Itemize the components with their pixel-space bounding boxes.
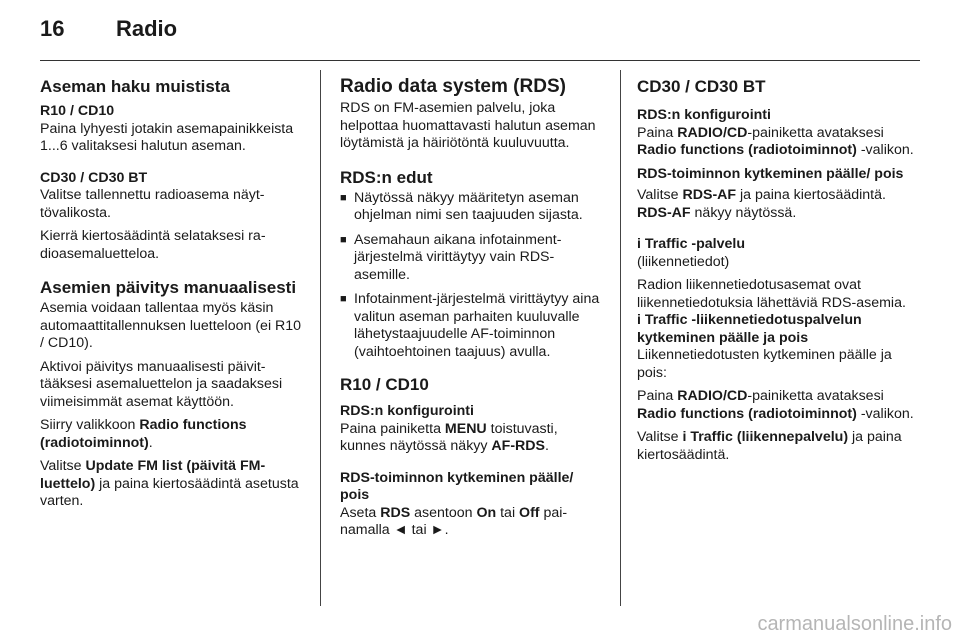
paragraph-select-update: Valitse Update FM list (päivitä FM-luettelo) ja paina kiertosäädintä asetusta varten. (40, 458, 299, 509)
subheading-rds-toggle: RDS-toiminnon kytkeminen päälle/ pois (637, 165, 904, 182)
subheading-cd30: CD30 / CD30 BT (40, 169, 148, 186)
paragraph-traffic-select: Valitse i Traffic (liikennepalvelu) ja paina kiertosäädintä. (637, 429, 902, 463)
paragraph-update-1: Asemia voidaan tallentaa myös käsin automaattitallennuksen luetteloon (ei R10 / CD10). (40, 300, 302, 351)
column-2 (340, 76, 604, 546)
heading-memory-search: Aseman haku muistista (40, 77, 230, 96)
subheading-traffic-toggle: i Traffic -liikennetiedotuspalvelun kytkeminen päälle ja pois (637, 312, 862, 346)
paragraph-rds-config: Paina painiketta MENU toistuvasti, kunnes näytössä näkyy AF-RDS. (340, 420, 558, 454)
paragraph-rds-config: Paina RADIO/CD-painiketta avataksesi Radio functions (radiotoiminnot) -valikon. (637, 124, 914, 158)
page-header (40, 16, 920, 46)
paragraph-rds-intro: RDS on FM-asemien palvelu, joka helpottaa huomattavasti halutun aseman löytämistä ja häiriötöntä kuuluvuutta. (340, 100, 596, 151)
heading-cd30-bt: CD30 / CD30 BT (637, 77, 766, 96)
paragraph-traffic-menu: Paina RADIO/CD-painiketta avataksesi Radio functions (radiotoiminnot) -valikon. (637, 388, 914, 422)
subheading-rds-toggle: RDS-toiminnon kytkeminen päälle/ pois (340, 469, 574, 503)
list-item: ■ Asemahaun aikana infotainment-järjestelmä virittäytyy vain RDS-asemille. (340, 232, 604, 285)
paragraph-rds-toggle: Aseta RDS asentoon On tai Off painamalla ◄ tai ►. (340, 504, 568, 538)
subheading-rds-config: RDS:n konfigurointi (637, 107, 771, 123)
watermark: carmanualsonline.info (757, 613, 952, 635)
heading-rds: Radio data system (RDS) (340, 76, 566, 97)
column-divider-1 (320, 70, 321, 606)
paragraph-traffic-sub: (liikennetiedot) (637, 253, 730, 270)
heading-r10-cd10: R10 / CD10 (340, 375, 429, 394)
paragraph-goto-menu: Siirry valikkoon Radio functions (radiotoiminnot). (40, 417, 247, 451)
column-1 (40, 76, 308, 517)
list-item: ■ Näytössä näkyy määritetyn aseman ohjelman nimi sen taajuuden sijasta. (340, 190, 604, 225)
button-ref-menu: MENU (444, 420, 487, 437)
list-item: ■ Infotainment-järjestelmä virittäytyy aina valitun aseman parhaiten kuuluvalle lähetystaajuudelle AF-toiminnon (vaihtoehtoinen taajuus) avulla. (340, 291, 604, 361)
paragraph-cd30-2: Kierrä kiertosäädintä selataksesi radioasemaluetteloa. (40, 228, 266, 262)
paragraph-rds-toggle: Valitse RDS-AF ja paina kiertosäädintä. RDS-AF näkyy näytössä. (637, 187, 886, 221)
page-number: 16 (40, 16, 65, 41)
paragraph-traffic-toggle: Liikennetiedotusten kytkeminen päälle ja pois: (637, 347, 892, 381)
subheading-rds-config: RDS:n konfigurointi (340, 403, 474, 419)
paragraph-update-2: Aktivoi päivitys manuaalisesti päivittääksesi asemaluettelon ja saadaksesi viimeisimmät asemat käyttöön. (40, 358, 283, 410)
menu-ref-update-fm-list: Update FM list (päivitä FM-luettelo) (40, 458, 266, 492)
paragraph-traffic: Radion liikennetiedotusasemat ovat liikennetiedotuksia lähettäviä RDS-asemia. (637, 277, 906, 311)
menu-ref-radio-functions: Radio functions (radiotoiminnot) (40, 417, 247, 451)
display-ref-af-rds: AF-RDS (491, 438, 546, 454)
heading-rds-benefits: RDS:n edut (340, 167, 433, 187)
subheading-traffic: i Traffic -palvelu (637, 236, 746, 252)
subheading-r10: R10 / CD10 (40, 103, 115, 119)
paragraph-r10: Paina lyhyesti jotakin asemapainikkeista 1...6 valitaksesi halutun aseman. (40, 120, 294, 154)
benefits-list (340, 190, 604, 362)
column-divider-2 (620, 70, 621, 606)
section-title: Radio (116, 16, 178, 41)
column-3 (637, 76, 920, 470)
paragraph-cd30-1: Valitse tallennettu radioasema näyttövalikosta. (40, 187, 265, 221)
header-rule (40, 60, 920, 61)
heading-manual-update: Asemien päivitys manuaalisesti (40, 278, 297, 297)
